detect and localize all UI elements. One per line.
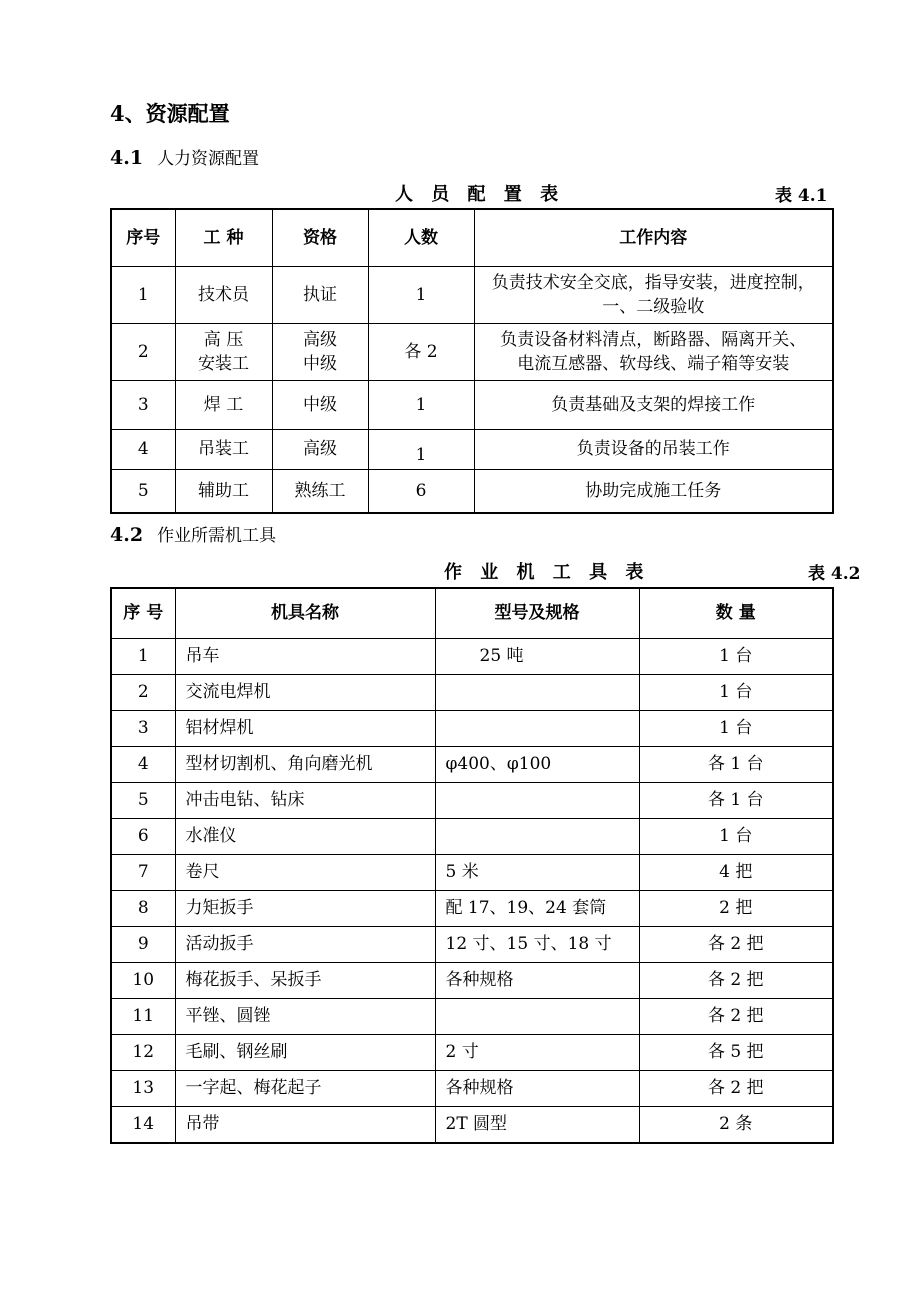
table-row (111, 1034, 833, 1070)
table-cell: 活动扳手 (175, 926, 435, 962)
table-row (111, 266, 833, 323)
table-header-row (111, 209, 833, 266)
table-cell: 各 1 台 (639, 746, 833, 782)
table-cell: 焊 工 (175, 380, 272, 429)
table-cell: 4 把 (639, 854, 833, 890)
header-cell: 工 种 (175, 209, 272, 266)
table-cell: 25 吨 (435, 638, 639, 674)
table-cell: 各 2 把 (639, 998, 833, 1034)
table-row (111, 674, 833, 710)
header-cell: 序 号 (111, 588, 175, 638)
table-header-row (111, 588, 833, 638)
table-cell: 5 米 (435, 854, 639, 890)
table-row (111, 818, 833, 854)
subsection-4-2 (110, 521, 276, 546)
header-cell: 资格 (272, 209, 368, 266)
table-row (111, 1106, 833, 1143)
table-row (111, 926, 833, 962)
table-cell (435, 710, 639, 746)
table-cell: 卷尺 (175, 854, 435, 890)
table-row (111, 782, 833, 818)
table-cell: 2 (111, 674, 175, 710)
table-cell: 各种规格 (435, 962, 639, 998)
table-cell: 2 把 (639, 890, 833, 926)
table-cell: 1 (111, 638, 175, 674)
table-cell: 平锉、圆锉 (175, 998, 435, 1034)
table-cell: 1 (368, 380, 474, 429)
table-cell: 铝材焊机 (175, 710, 435, 746)
header-cell: 型号及规格 (435, 588, 639, 638)
table1-number: 表 4.1 (775, 186, 828, 206)
section-title: 4、资源配置 (110, 101, 230, 126)
table-row (111, 380, 833, 429)
table-row (111, 1070, 833, 1106)
table-cell: φ400、φ100 (435, 746, 639, 782)
table-cell: 2 寸 (435, 1034, 639, 1070)
table-cell: 1 (111, 266, 175, 323)
table-row (111, 962, 833, 998)
header-cell: 数 量 (639, 588, 833, 638)
table-cell: 6 (111, 818, 175, 854)
header-cell: 序号 (111, 209, 175, 266)
table-cell: 2 (111, 323, 175, 380)
table-cell: 毛刷、钢丝刷 (175, 1034, 435, 1070)
table-cell: 熟练工 (272, 469, 368, 513)
table-row (111, 323, 833, 380)
table-cell: 4 (111, 429, 175, 469)
subsection-number: 4.1 (110, 147, 144, 169)
header-cell: 人数 (368, 209, 474, 266)
table-cell: 各 2 (368, 323, 474, 380)
table-cell: 1 (368, 429, 474, 469)
subsection-label: 人力资源配置 (157, 149, 260, 169)
table-cell: 5 (111, 782, 175, 818)
table-cell: 协助完成施工任务 (474, 469, 833, 513)
table-cell: 各 2 把 (639, 926, 833, 962)
table-row (111, 469, 833, 513)
subsection-number: 4.2 (110, 524, 144, 546)
table-cell: 负责基础及支架的焊接工作 (474, 380, 833, 429)
table-cell: 负责设备材料清点，断路器、隔离开关、 电流互感器、软母线、端子箱等安装 (474, 323, 833, 380)
table-cell: 9 (111, 926, 175, 962)
table-cell: 一字起、梅花起子 (175, 1070, 435, 1106)
table-cell: 高 压 安装工 (175, 323, 272, 380)
table-cell: 吊车 (175, 638, 435, 674)
table-cell (435, 782, 639, 818)
table-cell: 高级 (272, 429, 368, 469)
table-cell: 技术员 (175, 266, 272, 323)
table-cell: 各 2 把 (639, 962, 833, 998)
table-cell (435, 818, 639, 854)
table-cell: 8 (111, 890, 175, 926)
table-cell: 5 (111, 469, 175, 513)
table-cell: 2T 圆型 (435, 1106, 639, 1143)
table-row (111, 998, 833, 1034)
table-cell: 14 (111, 1106, 175, 1143)
header-cell: 工作内容 (474, 209, 833, 266)
table-row (111, 638, 833, 674)
table-cell: 梅花扳手、呆扳手 (175, 962, 435, 998)
table-cell: 力矩扳手 (175, 890, 435, 926)
table-cell (435, 674, 639, 710)
table-cell: 高级 中级 (272, 323, 368, 380)
table-cell: 配 17、19、24 套筒 (435, 890, 639, 926)
table-cell: 1 (368, 266, 474, 323)
subsection-label: 作业所需机工具 (157, 526, 277, 546)
table-cell: 3 (111, 710, 175, 746)
table-cell: 负责设备的吊装工作 (474, 429, 833, 469)
table-cell: 4 (111, 746, 175, 782)
table-cell: 1 台 (639, 818, 833, 854)
table1-caption: 人 员 配 置 表 (395, 184, 565, 205)
personnel-table (110, 208, 834, 514)
table-cell: 11 (111, 998, 175, 1034)
table-cell: 3 (111, 380, 175, 429)
table-cell: 10 (111, 962, 175, 998)
table-cell: 1 台 (639, 638, 833, 674)
table-cell: 6 (368, 469, 474, 513)
tools-table (110, 587, 834, 1144)
table-row (111, 746, 833, 782)
table-cell: 12 寸、15 寸、18 寸 (435, 926, 639, 962)
table-cell: 13 (111, 1070, 175, 1106)
table-cell: 7 (111, 854, 175, 890)
table-cell: 负责技术安全交底，指导安装，进度控制， 一、二级验收 (474, 266, 833, 323)
table-cell: 吊装工 (175, 429, 272, 469)
table-row (111, 710, 833, 746)
table-cell: 2 条 (639, 1106, 833, 1143)
table-cell: 各种规格 (435, 1070, 639, 1106)
table-cell: 各 1 台 (639, 782, 833, 818)
table-row (111, 854, 833, 890)
table-cell: 各 2 把 (639, 1070, 833, 1106)
subsection-4-1 (110, 144, 259, 169)
table-cell: 各 5 把 (639, 1034, 833, 1070)
table-cell: 12 (111, 1034, 175, 1070)
table-cell: 中级 (272, 380, 368, 429)
table-cell: 执证 (272, 266, 368, 323)
table-row (111, 890, 833, 926)
table-cell: 水准仪 (175, 818, 435, 854)
table-cell: 1 台 (639, 710, 833, 746)
table-cell: 型材切割机、角向磨光机 (175, 746, 435, 782)
header-cell: 机具名称 (175, 588, 435, 638)
table-cell: 1 台 (639, 674, 833, 710)
table-cell: 冲击电钻、钻床 (175, 782, 435, 818)
table2-number: 表 4.2 (808, 564, 861, 584)
table-cell: 辅助工 (175, 469, 272, 513)
table-row (111, 429, 833, 469)
table2-caption: 作 业 机 工 具 表 (444, 562, 650, 583)
table-cell: 吊带 (175, 1106, 435, 1143)
table-cell (435, 998, 639, 1034)
table-cell: 交流电焊机 (175, 674, 435, 710)
